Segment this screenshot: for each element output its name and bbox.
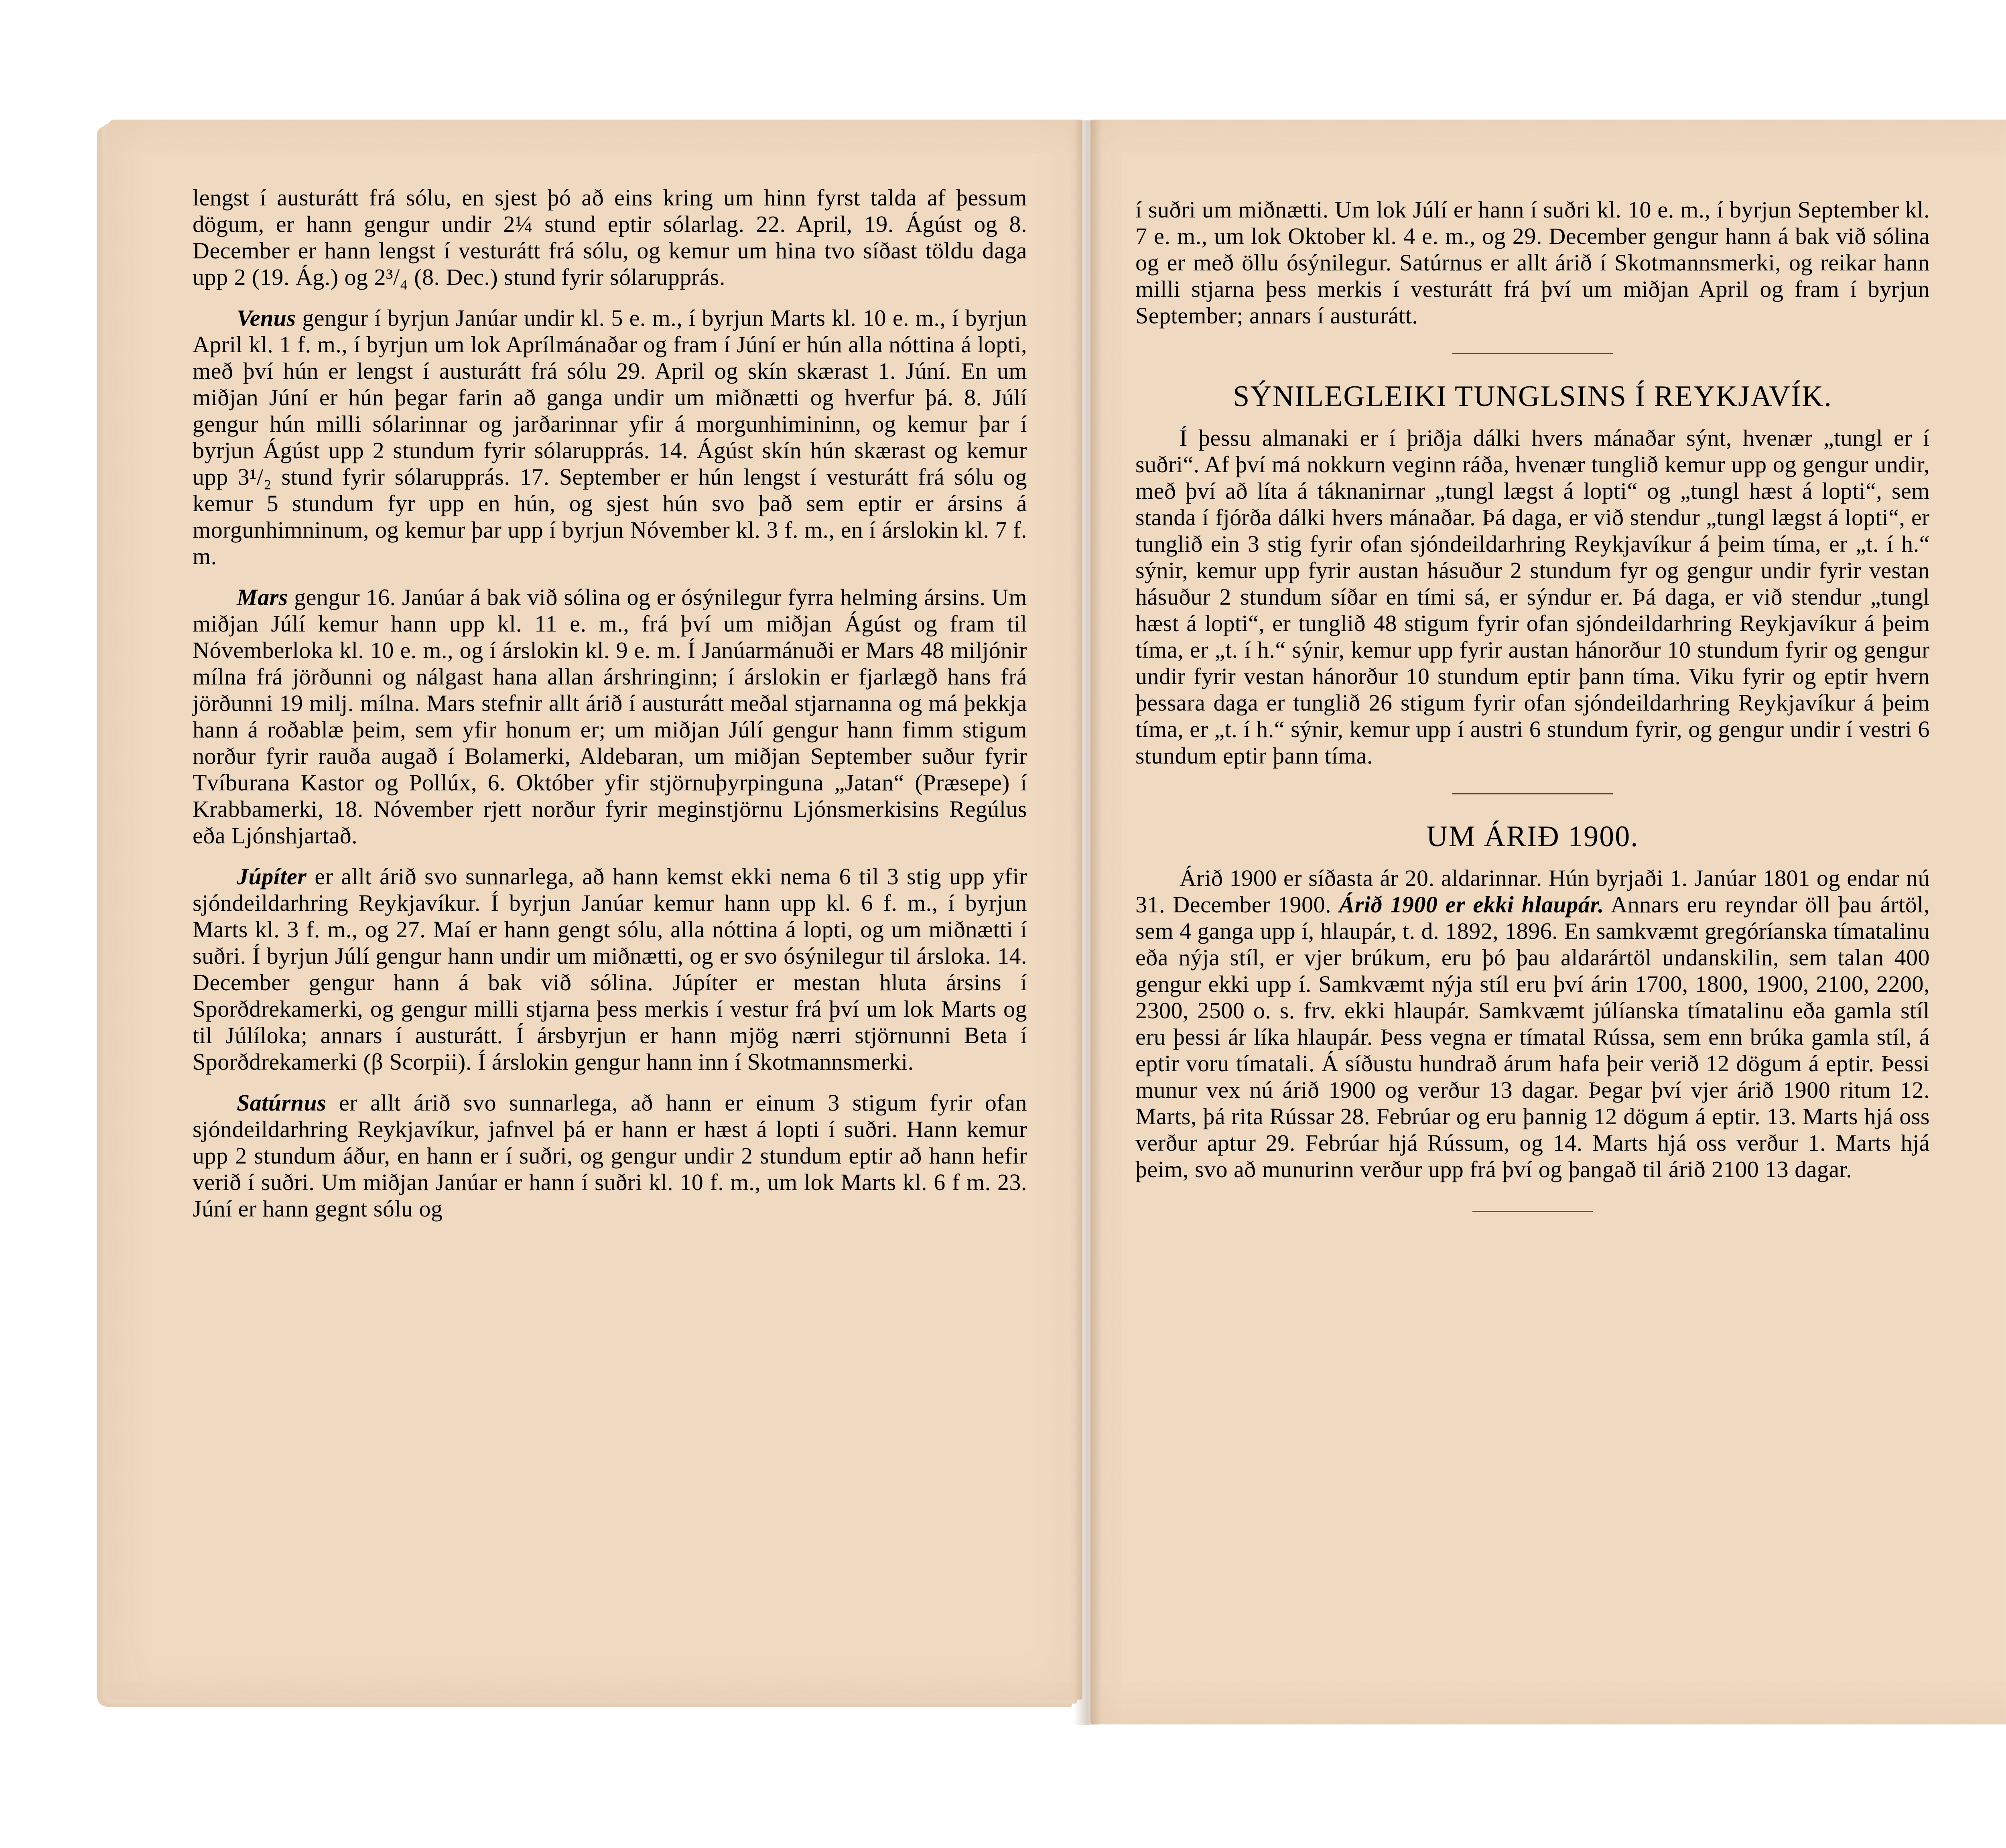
year-1900-text-b: Annars eru reyndar öll þau ártöl, sem 4 ganga upp í, hlaupár, t. d. 1892, 1896. En samkvæmt gregóríanska tímatalinu eða nýja stíl, er vjer brúkum, eru þó þau aldarártöl undanskilin, sem talan 400 gengur ekki upp í. Samkvæmt nýja stíl eru því árin 1700, 1800, 1900, 2100, 2200, 2300, 2500 o. s. frv. ekki hlaupár. Samkvæmt júlíanska tímatalinu eða gamla stíl eru þessi ár líka hlaupár. Þess vegna er tímatal Rússa, sem enn brúka gamla stíl, á eptir voru tímatali. Á síðustu hundrað árum hafa þeir verið 12 dögum á eptir. Þessi munur vex nú árið 1900 og verður 13 dagar. Þegar því vjer árið 1900 ritum 12. Marts, þá rita Rússar 28. Febrúar og eru þannig 12 dögum á eptir. 13. Marts hjá oss verður aptur 29. Febrúar hjá Rússum, og 14. Marts hjá oss verður 1. Marts hjá þeim, svo að munurinn verður upp frá því og þangað til árið 2100 13 dagar. xyxy=(1135,892,1930,1182)
book-gutter xyxy=(1074,120,1102,1725)
section-divider xyxy=(1452,353,1613,354)
end-divider xyxy=(1472,1211,1593,1212)
jupiter-text: er allt árið svo sunnarlega, að hann kemst ekki nema 6 til 3 stig upp yfir sjóndeildarhring Reykjavíkur. Í byrjun Janúar kemur hann upp kl. 6 f. m., í byrjun Marts kl. 3 f. m., og 27. Maí er hann gengt sólu, alla nóttina á lopti, og um miðnætti í suðri. Í byrjun Júlí gengur hann undir um miðnætti, og er svo ósýnilegur til ársloka. 14. December gengur hann á bak við sólina. Júpíter er mestan hluta ársins í Sporðdrekamerki, og gengur milli stjarna þess merkis í vestur frá því um lok Marts og til Júlíloka; annars í austurátt. Í ársbyrjun er hann mjög nærri stjörnunni Beta í Sporðdrekamerki (β Scorpii). Í árslokin gengur hann inn í Skotmannsmerki. xyxy=(193,863,1027,1075)
left-page-text xyxy=(193,185,1027,1237)
mercury-paragraph: lengst í austurátt frá sólu, en sjest þó að eins kring um hinn fyrst talda af þessum dögum, er hann gengur undir 2¼ stund eptir sólarlag. 22. April, 19. Ágúst og 8. December er hann lengst í vesturátt frá sólu, og kemur um hina tvo síðast töldu daga upp 2 (19. Ág.) og 2³/₄ (8. Dec.) stund fyrir sólarupprás. xyxy=(193,185,1027,290)
venus-paragraph xyxy=(193,305,1027,570)
mars-lead: Mars xyxy=(237,584,288,610)
year-1900-emphasis: Árið 1900 er ekki hlaupár. xyxy=(1339,892,1604,918)
right-page-text xyxy=(1135,197,1930,1228)
saturnus-continuation: í suðri um miðnætti. Um lok Júlí er hann í suðri kl. 10 e. m., í byrjun September kl. 7 e. m., um lok Oktober kl. 4 e. m., og 29. December gengur hann á bak við sólina og er með öllu ósýnilegur. Satúrnus er allt árið í Skotmannsmerki, og reikar hann milli stjarna þess merkis í vesturátt frá því um miðjan April og fram í byrjun September; annars í austurátt. xyxy=(1135,197,1930,329)
torn-edge xyxy=(2000,120,2006,1725)
jupiter-lead: Júpíter xyxy=(237,863,307,889)
mars-paragraph xyxy=(193,584,1027,849)
saturnus-paragraph xyxy=(193,1090,1027,1222)
year-1900-paragraph xyxy=(1135,865,1930,1183)
jupiter-paragraph xyxy=(193,863,1027,1075)
mars-text: gengur 16. Janúar á bak við sólina og er ósýnilegur fyrra helming ársins. Um miðjan Júlí kemur hann upp kl. 11 e. m., frá því um miðjan Ágúst og fram til Nóvemberloka kl. 10 e. m., og í árslokin kl. 9 e. m. Í Janúarmánuði er Mars 48 miljónir mílna frá jörðunni og nálgast hana allan árshringinn; í árslokin er fjarlægð hans frá jörðunni 19 milj. mílna. Mars stefnir allt árið í austurátt meðal stjarnanna og má þekkja hann á roðablæ þeim, sem yfir honum er; um miðjan Júlí gengur hann fimm stigum norður fyrir rauða augað í Bolamerki, Aldebaran, um miðjan September suður fyrir Tvíburana Kastor og Pollúx, 6. Október yfir stjörnuþyrpinguna „Jatan“ (Præsepe) í Krabbamerki, 18. Nóvember rjett norður fyrir meginstjörnu Ljónsmerkisins Regúlus eða Ljónshjartað. xyxy=(193,584,1027,849)
venus-lead: Venus xyxy=(237,305,296,331)
moon-visibility-heading: SÝNILEGLEIKI TUNGLSINS Í REYKJAVÍK. xyxy=(1233,380,1832,413)
saturnus-text: er allt árið svo sunnarlega, að hann er einum 3 stigum fyrir ofan sjóndeildarhring Reykjavíkur, jafnvel þá er hann er hæst á lopti í suðri. Hann kemur upp 2 stundum áður, en hann er í suðri, og gengur undir 2 stundum eptir að hann hefir verið í suðri. Um miðjan Janúar er hann í suðri kl. 10 f. m., um lok Marts kl. 6 f m. 23. Júní er hann gegnt sólu og xyxy=(193,1090,1027,1222)
venus-text: gengur í byrjun Janúar undir kl. 5 e. m., í byrjun Marts kl. 10 e. m., í byrjun April kl. 1 f. m., í byrjun um lok Aprílmánaðar og fram í Júní er hún alla nóttina á lopti, með því hún er lengst í austurátt frá sólu 29. April og skín skærast 1. Júní. En um miðjan Júní er hún þegar farin að ganga undir um miðnætti og hverfur þá. 8. Júlí gengur hún milli sólarinnar og jarðarinnar yfir á morgunhimininn, og kemur þar í byrjun Ágúst upp 2 stundum fyrir sólarupprás. 14. Ágúst skín hún skærast og kemur upp 3¹/₂ stund fyrir sólarupprás. 17. September er hún lengst í vesturátt frá sólu og kemur 5 stundum fyr upp en hún, og sjest hún svo það sem eptir er ársins á morgunhimninum, og kemur þar upp í byrjun Nóvember kl. 3 f. m., en í árslokin kl. 7 f. m. xyxy=(193,305,1027,569)
saturnus-lead: Satúrnus xyxy=(237,1090,327,1116)
moon-visibility-paragraph: Í þessu almanaki er í þriðja dálki hvers mánaðar sýnt, hvenær „tungl er í suðri“. Af því má nokkurn veginn ráða, hvenær tunglið kemur upp og gengur undir, með því að líta á táknanirnar „tungl lægst á lopti“ og „tungl hæst á lopti“, sem standa í fjórða dálki hvers mánaðar. Þá daga, er við stendur „tungl lægst á lopti“, er tunglið ein 3 stig fyrir ofan sjóndeildarhring Reykjavíkur á þeim tíma, er „t. í h.“ sýnir, kemur upp fyrir austan hásuður 2 stundum fyr og gengur undir fyrir vestan hásuður 2 stundum síðar en tími sá, er sýndur er. Þá daga, er við stendur „tungl hæst á lopti“, er tunglið 48 stigum fyrir ofan sjóndeildarhring Reykjavíkur á þeim tíma, er „t. í h.“ sýnir, kemur upp fyrir austan hánorður 10 stundum fyrir og gengur undir fyrir vestan hánorður 10 stundum eptir þann tíma. Viku fyrir og eptir hvern þessara daga er tunglið 26 stigum fyrir ofan sjóndeildarhring Reykjavíkur á þeim tíma, er „t. í h.“ sýnir, kemur upp í austri 6 stundum fyrir, og gengur undir í vestri 6 stundum eptir þann tíma. xyxy=(1135,425,1930,769)
section-divider xyxy=(1452,793,1613,794)
year-1900-text-a: Árið 1900 er síðasta ár 20. aldarinnar. Hún byrjaði 1. Janúar 1801 og endar nú 31. December 1900. xyxy=(1135,865,1930,918)
year-1900-heading: UM ÁRIÐ 1900. xyxy=(1426,820,1639,853)
